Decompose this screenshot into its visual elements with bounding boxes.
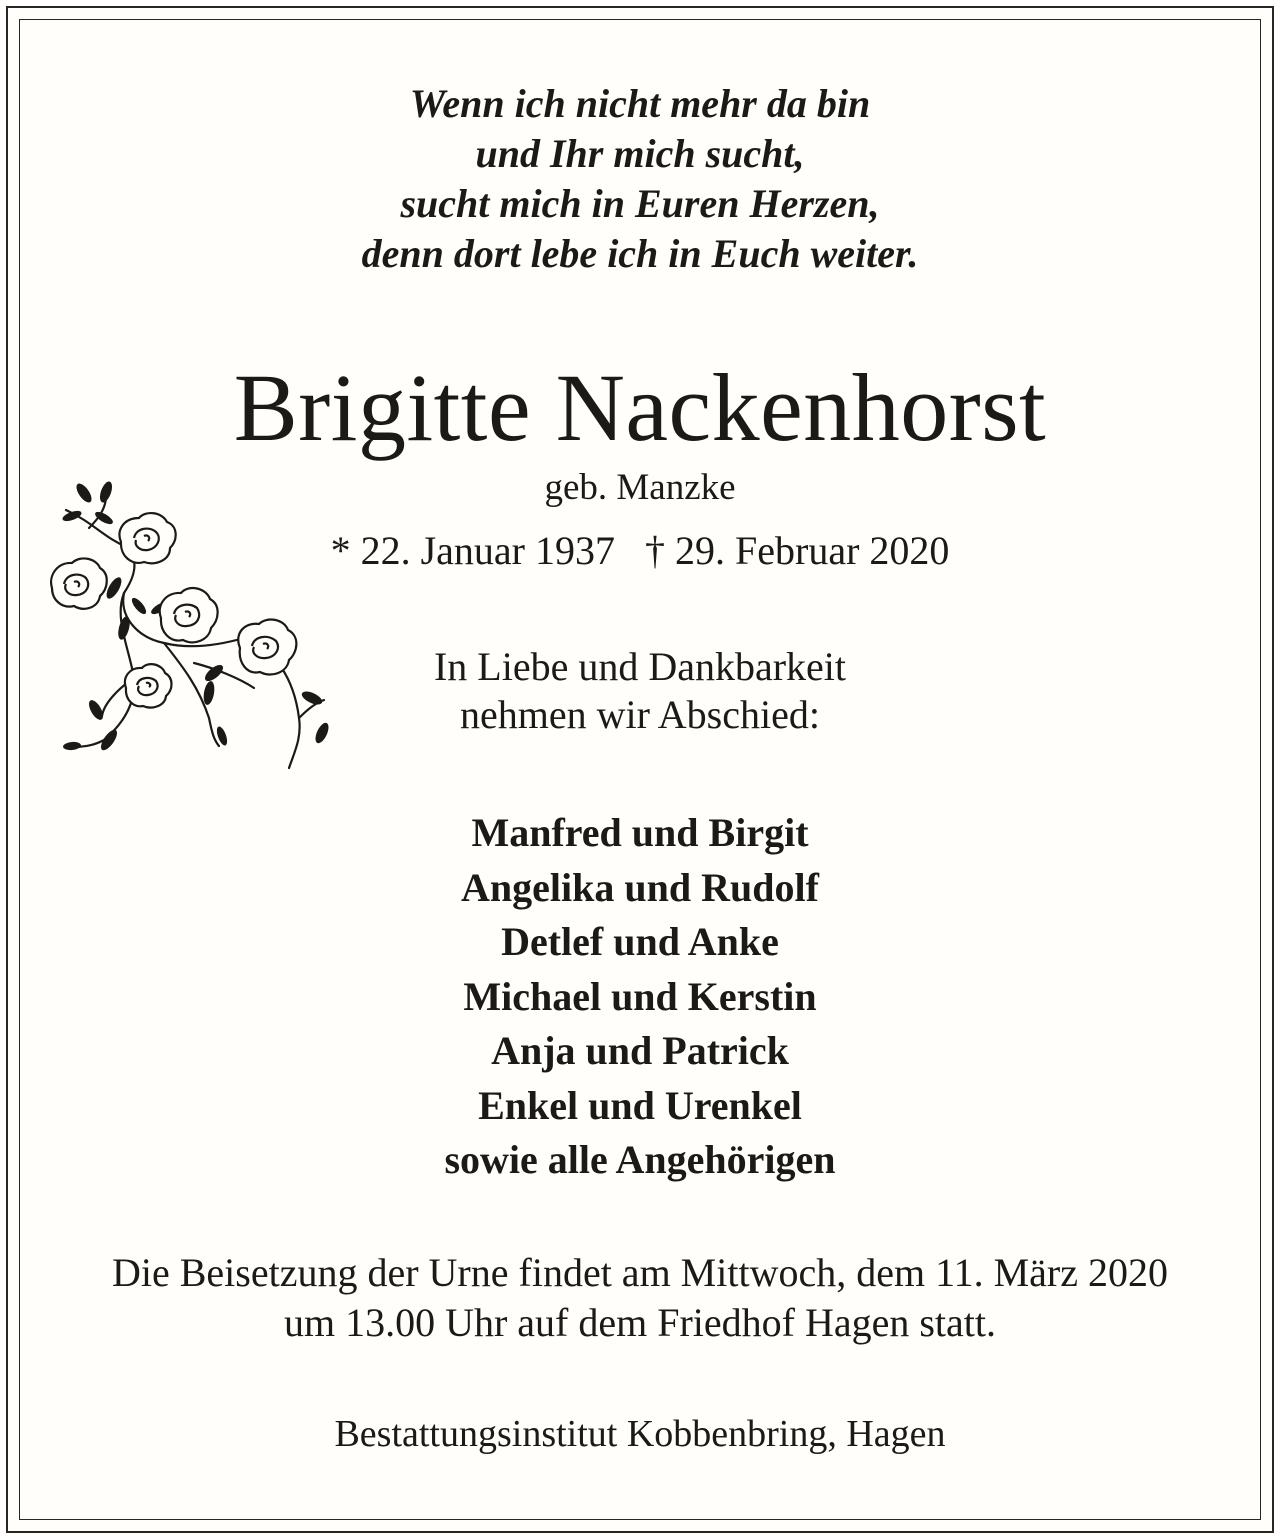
ceremony-line: um 13.00 Uhr auf dem Friedhof Hagen statt.	[283, 1300, 997, 1345]
poem-line: denn dort lebe ich in Euch weiter.	[361, 231, 919, 276]
ceremony-info	[0, 1248, 1280, 1348]
poem-line: Wenn ich nicht mehr da bin	[409, 81, 871, 126]
poem-line: sucht mich in Euren Herzen,	[400, 181, 880, 226]
mourner-line: Manfred und Birgit	[471, 810, 809, 855]
mourner-line: Michael und Kerstin	[463, 973, 817, 1019]
death-date: † 29. Februar 2020	[645, 528, 950, 573]
farewell-text	[0, 643, 1280, 739]
mourner-line: Enkel und Urenkel	[478, 1082, 802, 1128]
poem	[0, 79, 1280, 279]
farewell-line: In Liebe und Dankbarkeit	[433, 644, 847, 689]
birth-date: * 22. Januar 1937	[330, 528, 615, 573]
mourner-line: Detlef und Anke	[501, 919, 779, 964]
mourner-line: Angelika und Rudolf	[461, 864, 819, 910]
poem-line: und Ihr mich sucht,	[475, 131, 805, 176]
ceremony-line: Die Beisetzung der Urne findet am Mittwoch, dem 11. März 2020	[111, 1250, 1168, 1295]
mourner-line: sowie alle Angehörigen	[444, 1137, 836, 1182]
birth-name: geb. Manzke	[544, 467, 736, 508]
mourners-list	[0, 806, 1280, 1188]
undertaker: Bestattungsinstitut Kobbenbring, Hagen	[334, 1413, 946, 1455]
mourner-line: Anja und Patrick	[491, 1028, 789, 1073]
deceased-name: Brigitte Nackenhorst	[233, 354, 1047, 461]
farewell-line: nehmen wir Abschied:	[460, 692, 820, 737]
